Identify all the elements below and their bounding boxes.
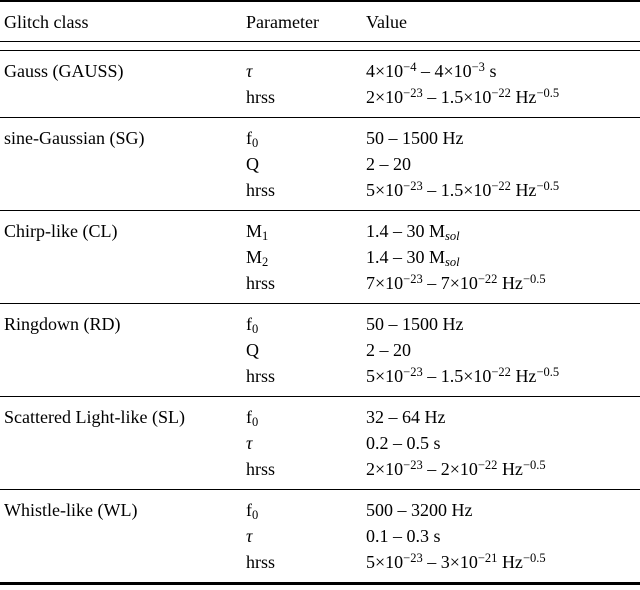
- glitch-class-cell: [0, 430, 246, 456]
- glitch-class-cell: [0, 549, 246, 575]
- parameter-cell: $f_0$: [246, 314, 259, 336]
- value-cell: 50 – 1500 Hz: [366, 128, 464, 148]
- table-row: [0, 430, 640, 456]
- table-row: [0, 549, 640, 575]
- parameter-cell: $M_1$: [246, 221, 269, 243]
- section-gauss: [0, 51, 640, 118]
- value-cell: $2\times 10^{-23} - 2\times 10^{-22}$ $Hz^{-0.5}$: [366, 458, 546, 479]
- table-row: [0, 125, 640, 151]
- value-cell: 2 – 20: [366, 340, 411, 360]
- parameter-cell: $f_0$: [246, 500, 259, 522]
- table-row: [0, 58, 640, 84]
- table-row: [0, 177, 640, 203]
- header-double-rule: [0, 42, 640, 51]
- parameter-cell: $f_0$: [246, 128, 259, 150]
- table-row: [0, 270, 640, 296]
- parameter-cell: hrss: [246, 552, 276, 572]
- value-cell: $4\times 10^{-4} - 4\times 10^{-3}$ s: [366, 60, 497, 81]
- table-row: [0, 151, 640, 177]
- parameter-cell: τ: [246, 433, 253, 453]
- glitch-class-cell: Whistle-like (WL): [4, 500, 138, 520]
- value-cell: $7\times 10^{-23} - 7\times 10^{-22}$ $Hz^{-0.5}$: [366, 272, 546, 293]
- glitch-class-cell: [0, 363, 246, 389]
- parameter-cell: hrss: [246, 87, 276, 107]
- parameter-cell: τ: [246, 526, 253, 546]
- value-cell: $2\times 10^{-23} - 1.5\times 10^{-22}$ $Hz^{-0.5}$: [366, 86, 560, 107]
- parameter-cell: $f_0$: [246, 407, 259, 429]
- glitch-class-cell: [0, 270, 246, 296]
- parameter-cell: hrss: [246, 459, 276, 479]
- table-row: [0, 311, 640, 337]
- glitch-class-cell: Gauss (GAUSS): [4, 61, 124, 81]
- value-cell: 50 – 1500 Hz: [366, 314, 464, 334]
- value-cell: $5\times 10^{-23} - 1.5\times 10^{-22}$ $Hz^{-0.5}$: [366, 365, 560, 386]
- glitch-class-cell: [0, 523, 246, 549]
- section-scattered-light-like: [0, 397, 640, 490]
- parameter-cell: τ: [246, 61, 253, 81]
- glitch-class-cell: [0, 84, 246, 110]
- column-header-glitch-class: Glitch class: [4, 12, 89, 32]
- table-row: [0, 244, 640, 270]
- value-cell: 2 – 20: [366, 154, 411, 174]
- glitch-class-cell: sine-Gaussian (SG): [4, 128, 145, 148]
- value-cell: 0.1 – 0.3 s: [366, 526, 441, 546]
- glitch-class-cell: [0, 177, 246, 203]
- value-cell: $5\times 10^{-23} - 1.5\times 10^{-22}$ $Hz^{-0.5}$: [366, 179, 560, 200]
- glitch-class-cell: [0, 456, 246, 482]
- table-row: [0, 363, 640, 389]
- section-ringdown: [0, 304, 640, 397]
- table-row: [0, 84, 640, 110]
- section-whistle-like: [0, 490, 640, 582]
- table-row: [0, 404, 640, 430]
- section-sine-gaussian: [0, 118, 640, 211]
- column-header-parameter: Parameter: [246, 12, 319, 32]
- glitch-class-cell: [0, 244, 246, 270]
- parameter-cell: hrss: [246, 180, 276, 200]
- value-cell: $5\times 10^{-23} - 3\times 10^{-21}$ $Hz^{-0.5}$: [366, 551, 546, 572]
- glitch-class-cell: Scattered Light-like (SL): [4, 407, 185, 427]
- value-cell: 0.2 – 0.5 s: [366, 433, 441, 453]
- table-row: [0, 337, 640, 363]
- glitch-class-cell: Chirp-like (CL): [4, 221, 118, 241]
- parameter-cell: $M_2$: [246, 247, 269, 269]
- value-cell: 1.4 – 30 Msol: [366, 247, 460, 269]
- value-cell: 500 – 3200 Hz: [366, 500, 473, 520]
- parameter-cell: hrss: [246, 273, 276, 293]
- glitch-class-cell: Ringdown (RD): [4, 314, 121, 334]
- parameter-cell: Q: [246, 154, 259, 174]
- glitch-class-cell: [0, 337, 246, 363]
- table-row: [0, 456, 640, 482]
- parameter-cell: hrss: [246, 366, 276, 386]
- table-row: [0, 523, 640, 549]
- value-cell: 32 – 64 Hz: [366, 407, 446, 427]
- value-cell: 1.4 – 30 Msol: [366, 221, 460, 243]
- table-header-row: [0, 2, 640, 42]
- section-chirp-like: [0, 211, 640, 304]
- table-row: [0, 218, 640, 244]
- column-header-value: Value: [366, 12, 407, 32]
- table-row: [0, 497, 640, 523]
- glitch-class-cell: [0, 151, 246, 177]
- parameter-cell: Q: [246, 340, 259, 360]
